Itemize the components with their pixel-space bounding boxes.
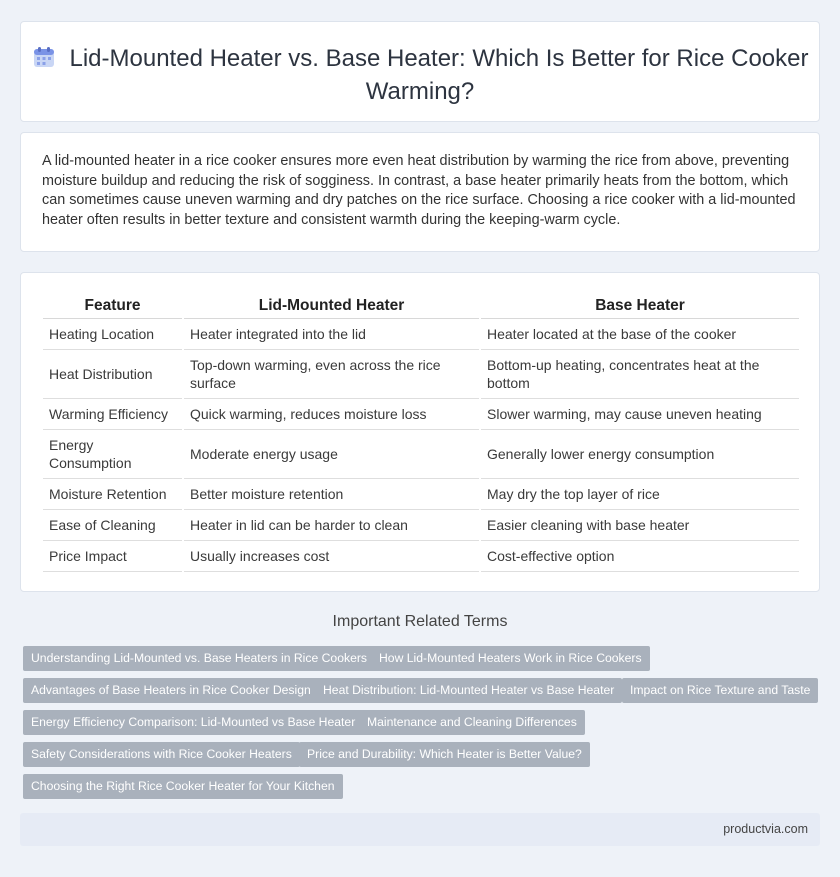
table-row <box>43 429 799 478</box>
title-card <box>20 21 820 122</box>
comparison-table-card <box>20 272 820 592</box>
comparison-table <box>43 295 799 572</box>
table-cell-base: Easier cleaning with base heater <box>480 509 799 540</box>
intro-card <box>20 132 820 252</box>
table-cell-lid: Moderate energy usage <box>183 429 480 478</box>
table-cell-base: Heater located at the base of the cooker <box>480 318 799 349</box>
page-title: Lid-Mounted Heater vs. Base Heater: Which Is Better for Rice Cooker Warming? <box>69 45 809 105</box>
table-cell-feature: Moisture Retention <box>43 478 183 509</box>
related-term-tag[interactable]: How Lid-Mounted Heaters Work in Rice Cookers <box>371 646 650 671</box>
table-cell-lid: Heater in lid can be harder to clean <box>183 509 480 540</box>
related-term-tag[interactable]: Choosing the Right Rice Cooker Heater for Your Kitchen <box>23 774 343 799</box>
related-terms-title: Important Related Terms <box>332 613 508 630</box>
table-row <box>43 349 799 398</box>
table-cell-lid: Quick warming, reduces moisture loss <box>183 398 480 429</box>
table-cell-lid: Heater integrated into the lid <box>183 318 480 349</box>
calendar-icon <box>32 45 56 77</box>
table-header-cell: Lid-Mounted Heater <box>183 295 480 318</box>
table-cell-feature: Price Impact <box>43 540 183 571</box>
table-cell-lid: Usually increases cost <box>183 540 480 571</box>
page-title-block <box>21 44 819 107</box>
table-row <box>43 478 799 509</box>
table-row <box>43 398 799 429</box>
table-cell-base: Slower warming, may cause uneven heating <box>480 398 799 429</box>
table-cell-lid: Top-down warming, even across the rice surface <box>183 349 480 398</box>
table-cell-feature: Heat Distribution <box>43 349 183 398</box>
table-header-cell: Base Heater <box>480 295 799 318</box>
intro-paragraph: A lid-mounted heater in a rice cooker ensures more even heat distribution by warming the rice from above, preventing moisture buildup and reducing the risk of sogginess. In contrast, a base heater primarily heats from the bottom, which can sometimes cause uneven warming and dry patches on the rice surface. Choosing a rice cooker with a lid-mounted heater often results in better texture and consistent warmth during the keeping-warm cycle. <box>42 153 796 228</box>
table-row <box>43 540 799 571</box>
table-cell-base: Cost-effective option <box>480 540 799 571</box>
related-term-tag[interactable]: Maintenance and Cleaning Differences <box>359 710 585 735</box>
table-header-row <box>43 295 799 318</box>
table-header-cell: Feature <box>43 295 183 318</box>
related-term-tag[interactable]: Price and Durability: Which Heater is Better Value? <box>299 742 590 767</box>
related-term-tag[interactable]: Understanding Lid-Mounted vs. Base Heaters in Rice Cookers <box>23 646 375 671</box>
table-row <box>43 318 799 349</box>
related-term-tag[interactable]: Impact on Rice Texture and Taste <box>622 678 818 703</box>
table-cell-feature: Energy Consumption <box>43 429 183 478</box>
related-term-tag[interactable]: Energy Efficiency Comparison: Lid-Mounted vs Base Heater <box>23 710 363 735</box>
table-row <box>43 509 799 540</box>
related-term-tag[interactable]: Safety Considerations with Rice Cooker Heaters <box>23 742 300 767</box>
related-term-tag[interactable]: Heat Distribution: Lid-Mounted Heater vs Base Heater <box>315 678 622 703</box>
table-cell-feature: Ease of Cleaning <box>43 509 183 540</box>
table-cell-feature: Heating Location <box>43 318 183 349</box>
table-cell-base: Bottom-up heating, concentrates heat at the bottom <box>480 349 799 398</box>
footer-bar <box>20 813 820 846</box>
footer-site-link[interactable]: productvia.com <box>723 822 808 836</box>
table-cell-base: May dry the top layer of rice <box>480 478 799 509</box>
table-cell-base: Generally lower energy consumption <box>480 429 799 478</box>
related-term-tag[interactable]: Advantages of Base Heaters in Rice Cooker Design <box>23 678 319 703</box>
table-cell-feature: Warming Efficiency <box>43 398 183 429</box>
table-cell-lid: Better moisture retention <box>183 478 480 509</box>
